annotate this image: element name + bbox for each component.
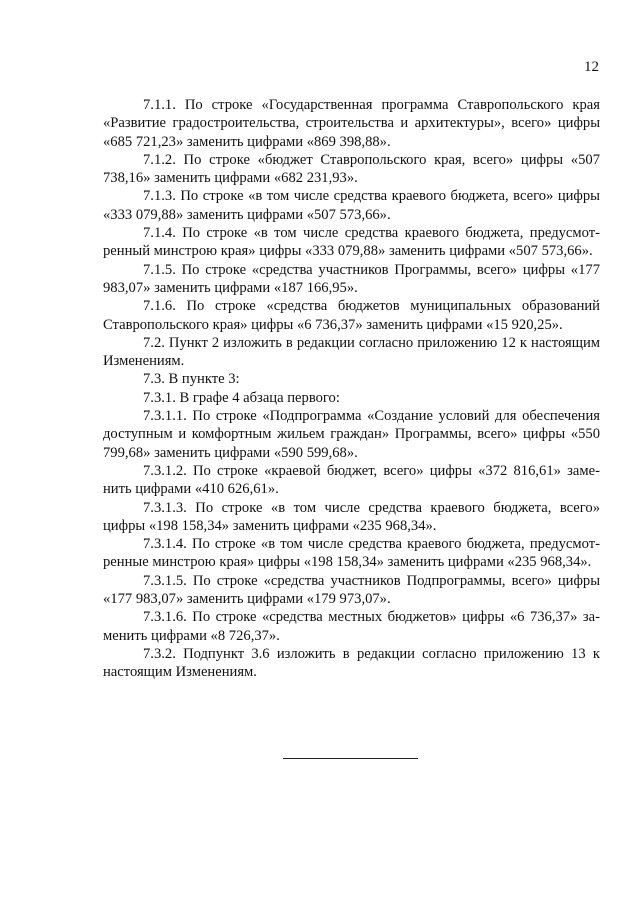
paragraph-7-1-1: 7.1.1. По строке «Государственная программа Ставропольского края «Развитие градостроительства, строительства и архитектуры», всего» цифры «685 721,23» заменить цифрами «869 398,88». xyxy=(103,97,600,150)
paragraph-7-3-1-5: 7.3.1.5. По строке «средства участников Подпрограммы, всего» цифры «177 983,07» заменить цифрами «179 973,07». xyxy=(103,572,600,608)
paragraph-7-1-5: 7.1.5. По строке «средства участников Программы, всего» цифры «177 983,07» заменить цифрами «187 166,95». xyxy=(103,261,600,296)
paragraph-7-3-2: 7.3.2. Подпункт 3.6 изложить в редакции согласно приложению 13 к настоящим Изменениям. xyxy=(103,645,600,681)
paragraph-7-3-1-1: 7.3.1.1. По строке «Подпрограмма «Создание условий для обеспечения доступным и комфортным жильем граждан» Программы, всего» цифры «550 799,68» заменить цифрами «590 599,68». xyxy=(103,408,600,461)
paragraph-7-3-1-4: 7.3.1.4. По строке «в том числе средства краевого бюджета, предусмотренные минстрою края» цифры «198 158,34» заменить цифрами «235 968,34». xyxy=(103,536,600,571)
closing-divider-line xyxy=(283,758,418,759)
paragraph-7-3-1: 7.3.1. В графе 4 абзаца первого: xyxy=(143,389,340,406)
page-number: 12 xyxy=(584,59,599,75)
paragraph-7-3-1-2: 7.3.1.2. По строке «краевой бюджет, всего» цифры «372 816,61» заменить цифрами «410 626,61». xyxy=(103,462,600,498)
paragraph-7-3: 7.3. В пункте 3: xyxy=(143,371,240,388)
paragraph-7-1-4: 7.1.4. По строке «в том числе средства краевого бюджета, предусмотренный минстрою края» цифры «333 079,88» заменить цифрами «507 573,66». xyxy=(103,225,600,260)
paragraph-7-3-1-3: 7.3.1.3. По строке «в том числе средства краевого бюджета, всего» цифры «198 158,34» заменить цифрами «235 968,34». xyxy=(103,499,600,534)
paragraph-7-3-1-6: 7.3.1.6. По строке «средства местных бюджетов» цифры «6 736,37» заменить цифрами «8 726,37». xyxy=(103,609,600,644)
document-body xyxy=(103,96,600,682)
paragraph-7-1-2: 7.1.2. По строке «бюджет Ставропольского края, всего» цифры «507 738,16» заменить цифрами «682 231,93». xyxy=(103,151,600,187)
paragraph-7-1-3: 7.1.3. По строке «в том числе средства краевого бюджета, всего» цифры «333 079,88» заменить цифрами «507 573,66». xyxy=(103,188,600,223)
paragraph-7-1-6: 7.1.6. По строке «средства бюджетов муниципальных образований Ставропольского края» цифры «6 736,37» заменить цифрами «15 920,25». xyxy=(103,298,600,333)
paragraph-7-2: 7.2. Пункт 2 изложить в редакции согласно приложению 12 к настоящим Изменениям. xyxy=(103,334,600,370)
